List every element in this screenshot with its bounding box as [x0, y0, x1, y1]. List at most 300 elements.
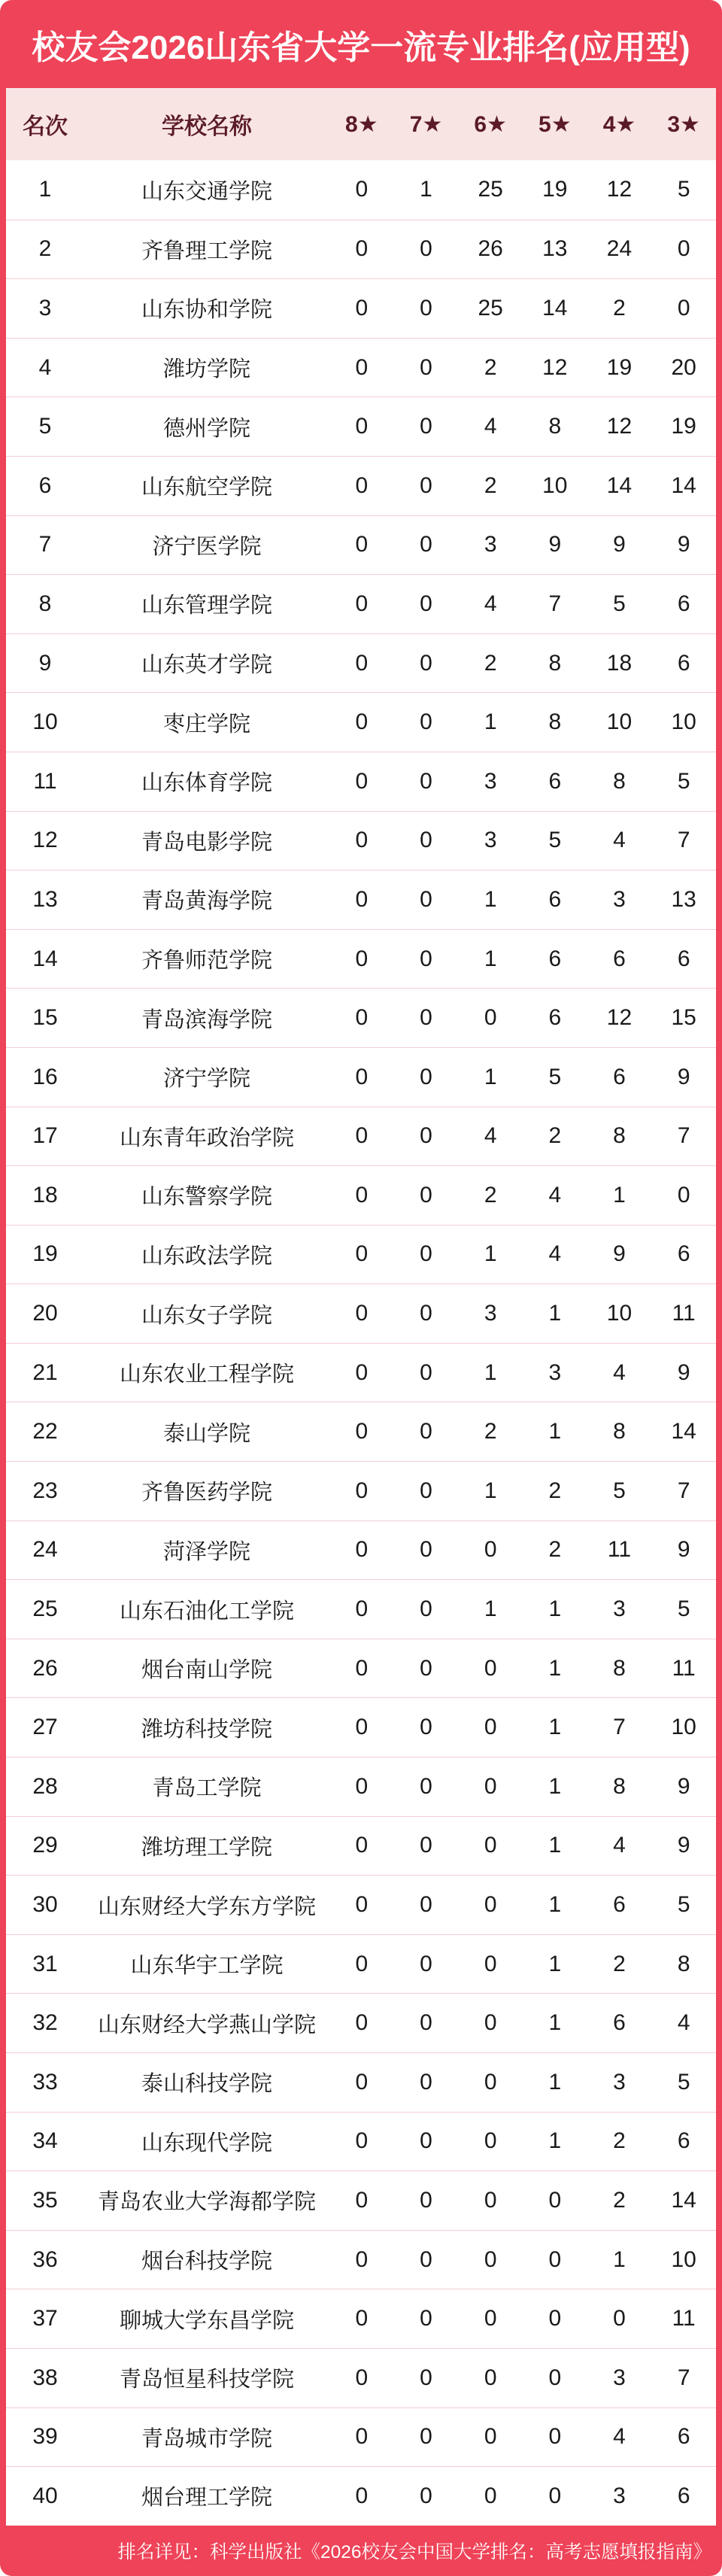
school-name-cell: 青岛黄海学院: [141, 889, 272, 914]
table-row: [6, 160, 716, 220]
count-4star-cell: 9: [613, 1241, 626, 1267]
count-3star-cell: 6: [677, 2483, 690, 2508]
school-name-cell: 潍坊科技学院: [141, 1717, 272, 1742]
count-6star-cell: 0: [484, 1773, 497, 1799]
table-row: [6, 1283, 716, 1343]
count-4star-cell: 4: [613, 1833, 626, 1858]
count-4star-cell: 5: [613, 591, 626, 616]
school-name-cell: 青岛滨海学院: [141, 1007, 272, 1032]
count-6star-cell: 2: [484, 1419, 497, 1444]
count-3star-cell: 0: [677, 1182, 690, 1208]
count-6star-cell: 0: [484, 2128, 497, 2154]
count-4star-cell: 3: [613, 1596, 626, 1622]
count-3star-cell: 7: [677, 2365, 690, 2390]
count-8star-cell: 0: [355, 1123, 369, 1149]
table-row: [6, 1047, 716, 1107]
count-4star-cell: 6: [613, 1064, 626, 1089]
count-3star-cell: 15: [671, 1005, 696, 1031]
school-name-cell: 潍坊学院: [162, 357, 250, 382]
rank-cell: 30: [32, 1892, 58, 1918]
count-3star-cell: 9: [677, 1537, 690, 1563]
count-3star-cell: 10: [671, 1715, 696, 1740]
rank-cell: 11: [33, 768, 57, 794]
count-7star-cell: 0: [420, 2483, 432, 2508]
count-3star-cell: 9: [677, 1833, 690, 1858]
table-row: [6, 752, 716, 811]
table-row: [6, 2348, 716, 2407]
count-7star-cell: 0: [420, 2365, 432, 2390]
count-3star-cell: 14: [671, 1419, 696, 1444]
table-row: [6, 2170, 716, 2230]
school-name-cell: 山东英才学院: [141, 653, 272, 678]
count-4star-cell: 11: [607, 1537, 632, 1563]
count-6star-cell: 26: [478, 236, 503, 262]
column-header-7star: 7★: [409, 111, 443, 137]
table-row: [6, 1343, 716, 1402]
count-8star-cell: 0: [355, 414, 369, 439]
count-7star-cell: 0: [420, 1892, 432, 1918]
table-row: [6, 1579, 716, 1639]
table-row: [6, 456, 716, 515]
count-5star-cell: 0: [548, 2483, 562, 2508]
count-5star-cell: 2: [548, 1537, 562, 1563]
rank-cell: 8: [38, 591, 52, 616]
count-6star-cell: 1: [484, 1478, 497, 1503]
count-8star-cell: 0: [355, 946, 369, 971]
count-6star-cell: 4: [484, 1123, 497, 1149]
count-4star-cell: 10: [606, 1301, 633, 1326]
rank-cell: 20: [32, 1301, 58, 1326]
table-row: [6, 2230, 716, 2289]
count-3star-cell: 13: [671, 886, 696, 912]
count-5star-cell: 4: [548, 1182, 562, 1208]
table-row: [6, 1875, 716, 1934]
count-5star-cell: 6: [548, 768, 562, 794]
rank-cell: 22: [32, 1419, 58, 1444]
count-5star-cell: 1: [548, 2128, 562, 2154]
school-name-cell: 烟台科技学院: [141, 2249, 272, 2274]
count-7star-cell: 0: [420, 354, 432, 380]
rank-cell: 29: [32, 1833, 58, 1858]
rank-cell: 35: [32, 2187, 58, 2213]
count-3star-cell: 19: [671, 414, 696, 439]
school-name-cell: 山东财经大学燕山学院: [97, 2012, 316, 2037]
count-4star-cell: 3: [613, 2483, 626, 2508]
school-name-cell: 山东政法学院: [141, 1244, 272, 1268]
count-6star-cell: 4: [484, 591, 497, 616]
rank-cell: 21: [32, 1359, 58, 1385]
count-5star-cell: 13: [542, 236, 568, 262]
count-6star-cell: 1: [484, 1596, 497, 1622]
count-6star-cell: 0: [484, 1655, 497, 1681]
count-3star-cell: 5: [677, 2069, 690, 2095]
count-8star-cell: 0: [355, 768, 369, 794]
count-7star-cell: 0: [420, 946, 432, 971]
count-7star-cell: 0: [420, 1478, 432, 1503]
count-4star-cell: 6: [613, 946, 626, 971]
count-6star-cell: 1: [484, 946, 497, 971]
school-name-cell: 山东财经大学东方学院: [97, 1894, 316, 1919]
count-4star-cell: 8: [613, 768, 626, 794]
count-8star-cell: 0: [355, 1833, 369, 1858]
count-7star-cell: 0: [420, 1241, 432, 1267]
count-8star-cell: 0: [355, 1064, 369, 1089]
count-4star-cell: 14: [606, 472, 633, 498]
rank-cell: 33: [32, 2069, 58, 2095]
school-name-cell: 山东交通学院: [141, 179, 272, 204]
count-8star-cell: 0: [355, 2128, 369, 2154]
count-4star-cell: 5: [613, 1478, 626, 1503]
rank-cell: 14: [32, 946, 58, 971]
table-row: [6, 692, 716, 752]
count-6star-cell: 3: [484, 768, 497, 794]
school-name-cell: 枣庄学院: [162, 712, 250, 737]
rank-cell: 2: [38, 236, 52, 262]
count-7star-cell: 0: [420, 1064, 432, 1089]
count-8star-cell: 0: [355, 2187, 369, 2213]
count-7star-cell: 0: [420, 1596, 432, 1622]
school-name-cell: 山东航空学院: [141, 475, 272, 500]
count-7star-cell: 0: [420, 2069, 432, 2095]
rank-cell: 4: [38, 354, 52, 380]
school-name-cell: 聊城大学东昌学院: [119, 2308, 294, 2333]
page-title: 校友会2026山东省大学一流专业排名(应用型): [32, 29, 690, 66]
count-5star-cell: 9: [548, 532, 562, 557]
rank-cell: 7: [38, 532, 52, 557]
count-3star-cell: 6: [677, 591, 690, 616]
count-5star-cell: 0: [548, 2306, 562, 2331]
count-6star-cell: 0: [484, 2246, 497, 2272]
count-6star-cell: 0: [484, 1951, 497, 1976]
table-row: [6, 396, 716, 456]
count-3star-cell: 6: [677, 650, 690, 676]
school-name-cell: 山东华宇工学院: [130, 1954, 284, 1979]
school-name-cell: 德州学院: [162, 416, 250, 441]
rank-cell: 38: [32, 2365, 58, 2390]
count-3star-cell: 5: [677, 1892, 690, 1918]
school-name-cell: 齐鲁理工学院: [141, 238, 272, 263]
count-5star-cell: 7: [548, 591, 562, 616]
rank-cell: 40: [32, 2483, 58, 2508]
count-6star-cell: 0: [484, 2010, 497, 2036]
count-8star-cell: 0: [355, 1537, 369, 1563]
count-4star-cell: 12: [606, 414, 633, 439]
count-3star-cell: 9: [677, 532, 690, 557]
count-8star-cell: 0: [355, 709, 369, 735]
school-name-cell: 齐鲁医药学院: [141, 1481, 272, 1505]
count-8star-cell: 0: [355, 886, 369, 912]
count-8star-cell: 0: [355, 1241, 369, 1267]
table-row: [6, 574, 716, 633]
count-5star-cell: 1: [548, 2010, 562, 2036]
column-header-3star: 3★: [667, 111, 700, 137]
count-3star-cell: 11: [672, 1655, 696, 1681]
count-5star-cell: 1: [548, 1596, 562, 1622]
school-name-cell: 菏泽学院: [162, 1539, 250, 1564]
count-4star-cell: 19: [606, 354, 633, 380]
count-8star-cell: 0: [355, 2365, 369, 2390]
rank-cell: 12: [32, 828, 58, 853]
table-row: [6, 2112, 716, 2171]
count-3star-cell: 6: [677, 2424, 690, 2450]
count-5star-cell: 1: [548, 1655, 562, 1681]
school-name-cell: 烟台南山学院: [141, 1658, 272, 1683]
count-6star-cell: 1: [484, 1064, 497, 1089]
school-name-cell: 山东农业工程学院: [119, 1362, 294, 1387]
column-header-5star: 5★: [538, 111, 572, 137]
table-row: [6, 1520, 716, 1580]
count-6star-cell: 0: [484, 1892, 497, 1918]
count-8star-cell: 0: [355, 2246, 369, 2272]
rank-cell: 16: [32, 1064, 58, 1089]
count-3star-cell: 20: [671, 354, 696, 380]
count-6star-cell: 0: [484, 1537, 497, 1563]
count-4star-cell: 4: [613, 1359, 626, 1385]
school-name-cell: 青岛工学院: [152, 1776, 262, 1801]
count-7star-cell: 0: [420, 828, 432, 853]
count-3star-cell: 6: [677, 946, 690, 971]
footer-band: [0, 2526, 722, 2576]
count-3star-cell: 8: [677, 1951, 690, 1976]
count-4star-cell: 2: [613, 295, 626, 320]
table-header-row: [6, 88, 716, 160]
count-4star-cell: 7: [613, 1715, 626, 1740]
count-4star-cell: 6: [613, 2010, 626, 2036]
count-8star-cell: 0: [355, 1182, 369, 1208]
rank-cell: 19: [32, 1241, 58, 1267]
count-8star-cell: 0: [355, 2010, 369, 2036]
count-5star-cell: 4: [548, 1241, 562, 1267]
school-name-cell: 山东女子学院: [141, 1303, 272, 1328]
count-3star-cell: 7: [677, 1478, 690, 1503]
rank-cell: 39: [32, 2424, 58, 2450]
count-4star-cell: 2: [613, 2128, 626, 2154]
school-name-cell: 山东现代学院: [141, 2131, 272, 2155]
column-header-4star: 4★: [602, 111, 636, 137]
count-6star-cell: 0: [484, 1005, 497, 1031]
count-6star-cell: 2: [484, 1182, 497, 1208]
count-7star-cell: 0: [420, 1537, 432, 1563]
count-5star-cell: 6: [548, 886, 562, 912]
rank-cell: 15: [32, 1005, 58, 1031]
count-4star-cell: 8: [613, 1773, 626, 1799]
count-8star-cell: 0: [355, 354, 369, 380]
table-row: [6, 1993, 716, 2052]
count-5star-cell: 1: [548, 1892, 562, 1918]
table-row: [6, 811, 716, 870]
count-7star-cell: 0: [420, 532, 432, 557]
column-header-6star: 6★: [474, 111, 507, 137]
table-row: [6, 220, 716, 279]
count-4star-cell: 12: [606, 1005, 633, 1031]
count-5star-cell: 2: [548, 1478, 562, 1503]
rank-cell: 10: [32, 709, 58, 735]
count-8star-cell: 0: [355, 2483, 369, 2508]
count-5star-cell: 8: [548, 414, 562, 439]
count-7star-cell: 0: [420, 1951, 432, 1976]
rank-cell: 13: [32, 886, 58, 912]
count-5star-cell: 12: [542, 354, 568, 380]
table-row: [6, 2407, 716, 2467]
count-6star-cell: 1: [484, 709, 497, 735]
count-5star-cell: 0: [548, 2187, 562, 2213]
count-5star-cell: 3: [548, 1359, 562, 1385]
count-4star-cell: 8: [613, 1419, 626, 1444]
count-6star-cell: 0: [484, 2483, 497, 2508]
count-3star-cell: 10: [671, 709, 696, 735]
count-5star-cell: 5: [548, 1064, 562, 1089]
count-6star-cell: 25: [478, 295, 503, 320]
count-3star-cell: 11: [672, 1301, 696, 1326]
footer-note: 排名详见：科学出版社《2026校友会中国大学排名：高考志愿填报指南》: [117, 2542, 711, 2562]
count-3star-cell: 5: [677, 1596, 690, 1622]
school-name-cell: 济宁医学院: [152, 534, 262, 559]
count-3star-cell: 7: [677, 828, 690, 853]
count-4star-cell: 10: [606, 709, 633, 735]
count-6star-cell: 0: [484, 2424, 497, 2450]
count-8star-cell: 0: [355, 295, 369, 320]
count-6star-cell: 0: [484, 1715, 497, 1740]
count-8star-cell: 0: [355, 1359, 369, 1385]
table-row: [6, 1165, 716, 1225]
count-6star-cell: 0: [484, 2365, 497, 2390]
count-7star-cell: 0: [420, 1123, 432, 1149]
count-6star-cell: 1: [484, 1241, 497, 1267]
rank-cell: 28: [32, 1773, 58, 1799]
count-8star-cell: 0: [355, 1773, 369, 1799]
count-5star-cell: 1: [548, 1773, 562, 1799]
count-6star-cell: 0: [484, 2306, 497, 2331]
count-5star-cell: 10: [542, 472, 568, 498]
table-row: [6, 2289, 716, 2348]
count-4star-cell: 0: [613, 2306, 626, 2331]
count-4star-cell: 8: [613, 1123, 626, 1149]
count-5star-cell: 1: [548, 1301, 562, 1326]
count-4star-cell: 4: [613, 828, 626, 853]
rank-cell: 25: [32, 1596, 58, 1622]
count-5star-cell: 1: [548, 2069, 562, 2095]
count-5star-cell: 1: [548, 1715, 562, 1740]
count-4star-cell: 2: [613, 2187, 626, 2213]
count-3star-cell: 9: [677, 1064, 690, 1089]
count-7star-cell: 0: [420, 1715, 432, 1740]
count-4star-cell: 2: [613, 1951, 626, 1976]
count-6star-cell: 4: [484, 414, 497, 439]
table-row: [6, 633, 716, 693]
count-5star-cell: 1: [548, 1951, 562, 1976]
count-3star-cell: 7: [677, 1123, 690, 1149]
count-4star-cell: 4: [613, 2424, 626, 2450]
table-row: [6, 1461, 716, 1520]
count-8star-cell: 0: [355, 828, 369, 853]
count-4star-cell: 12: [606, 177, 633, 202]
count-8star-cell: 0: [355, 472, 369, 498]
count-8star-cell: 0: [355, 177, 369, 202]
count-5star-cell: 1: [548, 1833, 562, 1858]
count-7star-cell: 0: [420, 650, 432, 676]
school-name-cell: 齐鲁师范学院: [141, 949, 272, 974]
count-7star-cell: 0: [420, 1419, 432, 1444]
count-7star-cell: 0: [420, 236, 432, 262]
rank-cell: 1: [38, 177, 52, 202]
count-3star-cell: 5: [677, 768, 690, 794]
count-7star-cell: 0: [420, 709, 432, 735]
count-8star-cell: 0: [355, 1419, 369, 1444]
count-3star-cell: 14: [671, 2187, 696, 2213]
count-7star-cell: 0: [420, 768, 432, 794]
count-5star-cell: 14: [542, 295, 568, 320]
count-4star-cell: 8: [613, 1655, 626, 1681]
school-name-cell: 泰山学院: [162, 1421, 250, 1446]
count-4star-cell: 9: [613, 532, 626, 557]
count-3star-cell: 14: [671, 472, 696, 498]
count-7star-cell: 0: [420, 2246, 432, 2272]
count-8star-cell: 0: [355, 591, 369, 616]
table-row: [6, 1697, 716, 1757]
count-4star-cell: 6: [613, 1892, 626, 1918]
count-6star-cell: 2: [484, 472, 497, 498]
count-8star-cell: 0: [355, 1005, 369, 1031]
count-5star-cell: 6: [548, 1005, 562, 1031]
count-8star-cell: 0: [355, 532, 369, 557]
count-8star-cell: 0: [355, 2069, 369, 2095]
rank-cell: 34: [32, 2128, 58, 2154]
count-6star-cell: 0: [484, 1833, 497, 1858]
table-row: [6, 1225, 716, 1284]
count-4star-cell: 3: [613, 886, 626, 912]
count-6star-cell: 25: [478, 177, 503, 202]
count-5star-cell: 0: [548, 2424, 562, 2450]
school-name-cell: 山东警察学院: [141, 1185, 272, 1210]
count-5star-cell: 1: [548, 1419, 562, 1444]
count-6star-cell: 0: [484, 2069, 497, 2095]
table-row: [6, 929, 716, 989]
count-8star-cell: 0: [355, 2424, 369, 2450]
rank-cell: 23: [32, 1478, 58, 1503]
rank-cell: 32: [32, 2010, 58, 2036]
table-body: [6, 160, 716, 2526]
count-5star-cell: 2: [548, 1123, 562, 1149]
count-8star-cell: 0: [355, 1478, 369, 1503]
rank-cell: 17: [32, 1123, 58, 1149]
count-6star-cell: 3: [484, 828, 497, 853]
count-6star-cell: 1: [484, 886, 497, 912]
count-8star-cell: 0: [355, 1655, 369, 1681]
school-name-cell: 青岛农业大学海都学院: [97, 2190, 316, 2215]
rank-cell: 18: [32, 1182, 58, 1208]
count-3star-cell: 6: [677, 2128, 690, 2154]
school-name-cell: 济宁学院: [162, 1067, 250, 1092]
count-5star-cell: 8: [548, 650, 562, 676]
rank-cell: 24: [32, 1537, 58, 1563]
count-8star-cell: 0: [355, 650, 369, 676]
count-4star-cell: 18: [606, 650, 633, 676]
column-header-rank: 名次: [23, 114, 68, 139]
count-4star-cell: 24: [606, 236, 633, 262]
count-4star-cell: 3: [613, 2069, 626, 2095]
column-header-8star: 8★: [345, 111, 378, 137]
count-7star-cell: 0: [420, 1301, 432, 1326]
count-4star-cell: 1: [613, 2246, 626, 2272]
count-6star-cell: 3: [484, 532, 497, 557]
count-6star-cell: 3: [484, 1301, 497, 1326]
count-7star-cell: 0: [420, 1005, 432, 1031]
count-7star-cell: 0: [420, 414, 432, 439]
table-row: [6, 1107, 716, 1166]
count-6star-cell: 2: [484, 650, 497, 676]
school-name-cell: 山东石油化工学院: [119, 1599, 294, 1624]
table-row: [6, 1816, 716, 1876]
